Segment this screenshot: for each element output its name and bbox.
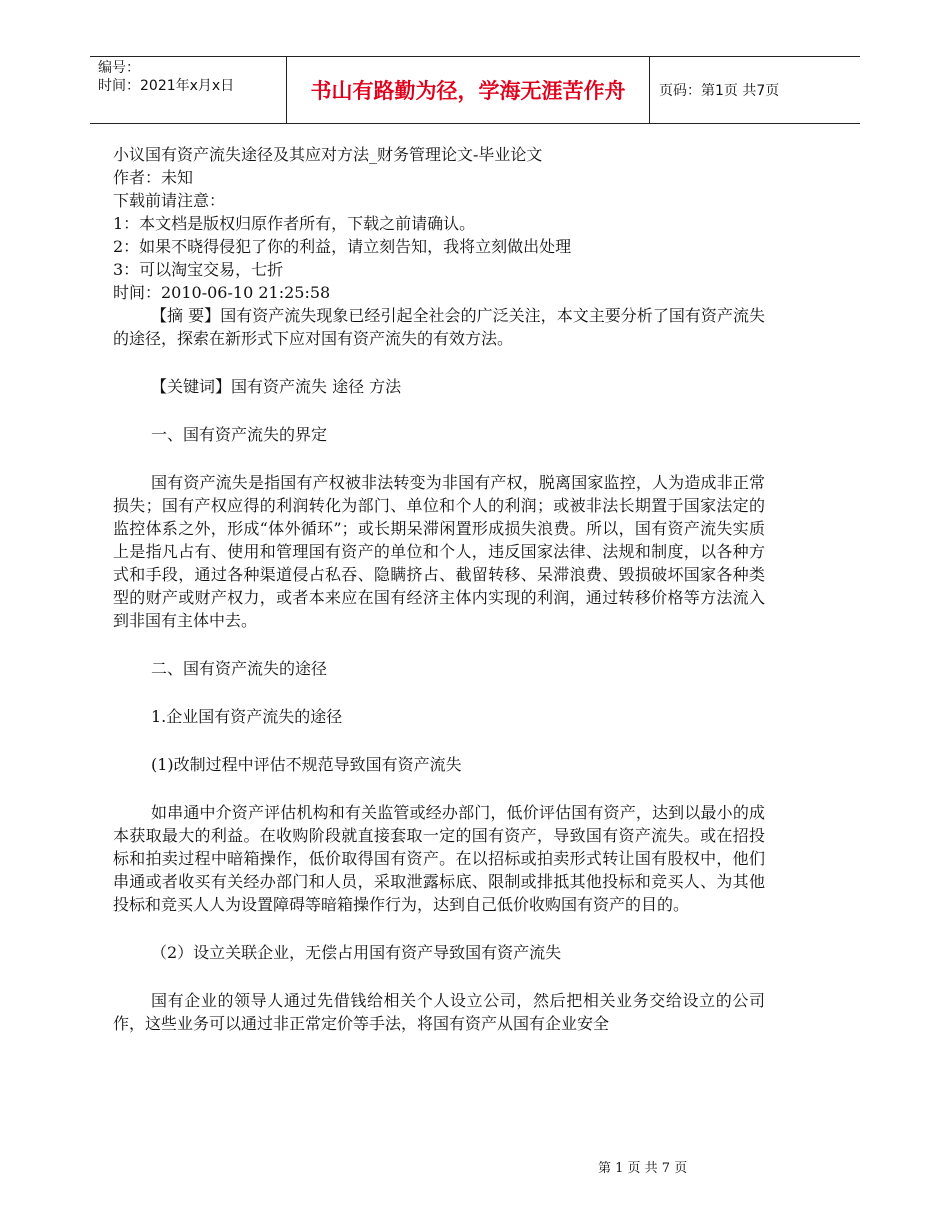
subsection-heading: (1)改制过程中评估不规范导致国有资产流失 — [151, 755, 462, 774]
body-paragraph: 国有企业的领导人通过先借钱给相关个人设立公司，然后把相关业务交给设立的公司作，这些业务可以通过非正常定价等手法，将国有资产从国有企业安全 — [113, 991, 765, 1033]
document-author: 作者：未知 — [113, 168, 194, 187]
header-motto: 书山有路勤为径，学海无涯苦作舟 — [310, 79, 626, 103]
notice-item: 3：可以淘宝交易，七折 — [113, 260, 284, 279]
subsection-heading: 1.企业国有资产流失的途径 — [151, 707, 343, 726]
body-paragraph: 如串通中介资产评估机构和有关监管或经办部门，低价评估国有资产，达到以最小的成本获取最大的利益。在收购阶段就直接套取一定的国有资产，导致国有资产流失。或在招投标和拍卖过程中暗箱操作，低价取得国有资产。在以招标或拍卖形式转让国有股权中，他们串通或者收买有关经办部门和人员，采取泄露标底、限制或排抵其他投标和竞买人、为其他投标和竞买人人为设置障碍等暗箱操作行为，达到自己低价收购国有资产的目的。 — [113, 803, 765, 914]
body-paragraph: 国有资产流失是指国有产权被非法转变为非国有产权，脱离国家监控，人为造成非正常损失；国有产权应得的利润转化为部门、单位和个人的利润；或被非法长期置于国家法定的监控体系之外，形成“体外循环”；或长期呆滞闲置形成损失浪费。所以，国有资产流失实质上是指凡占有、使用和管理国有资产的单位和个人，违反国家法律、法规和制度，以各种方式和手段，通过各种渠道侵占私吞、隐瞒挤占、截留转移、呆滞浪费、毁损破坏国家各种类型的财产或财产权力，或者本来应在国有经济主体内实现的利润，通过转移价格等方法流入到非国有主体中去。 — [113, 473, 765, 630]
keywords-line: 【关键词】国有资产流失 途径 方法 — [151, 377, 402, 396]
header-page-info: 页码：第1页 共7页 — [659, 83, 780, 99]
header-date: 时间：2021年x月x日 — [98, 78, 235, 94]
page-footer: 第 1 页 共 7 页 — [598, 1161, 688, 1176]
document-title: 小议国有资产流失途径及其应对方法_财务管理论文-毕业论文 — [113, 145, 543, 164]
subsection-heading: （2）设立关联企业，无偿占用国有资产导致国有资产流失 — [151, 943, 562, 962]
header-number: 编号： — [98, 60, 140, 76]
document-header — [90, 56, 860, 124]
section-heading: 一、国有资产流失的界定 — [151, 425, 328, 444]
notice-item: 1：本文档是版权归原作者所有，下载之前请确认。 — [113, 214, 476, 233]
notice-item: 2：如果不晓得侵犯了你的利益，请立刻告知，我将立刻做出处理 — [113, 237, 572, 256]
section-heading: 二、国有资产流失的途径 — [151, 659, 328, 678]
document-time: 时间：2010-06-10 21:25:58 — [113, 283, 331, 302]
document-body — [113, 143, 765, 1035]
notice-heading: 下载前请注意： — [113, 191, 226, 210]
header-meta — [98, 59, 286, 95]
abstract-paragraph: 【摘 要】国有资产流失现象已经引起全社会的广泛关注，本文主要分析了国有资产流失的途径，探索在新形式下应对国有资产流失的有效方法。 — [113, 306, 765, 348]
header-divider — [649, 57, 650, 123]
